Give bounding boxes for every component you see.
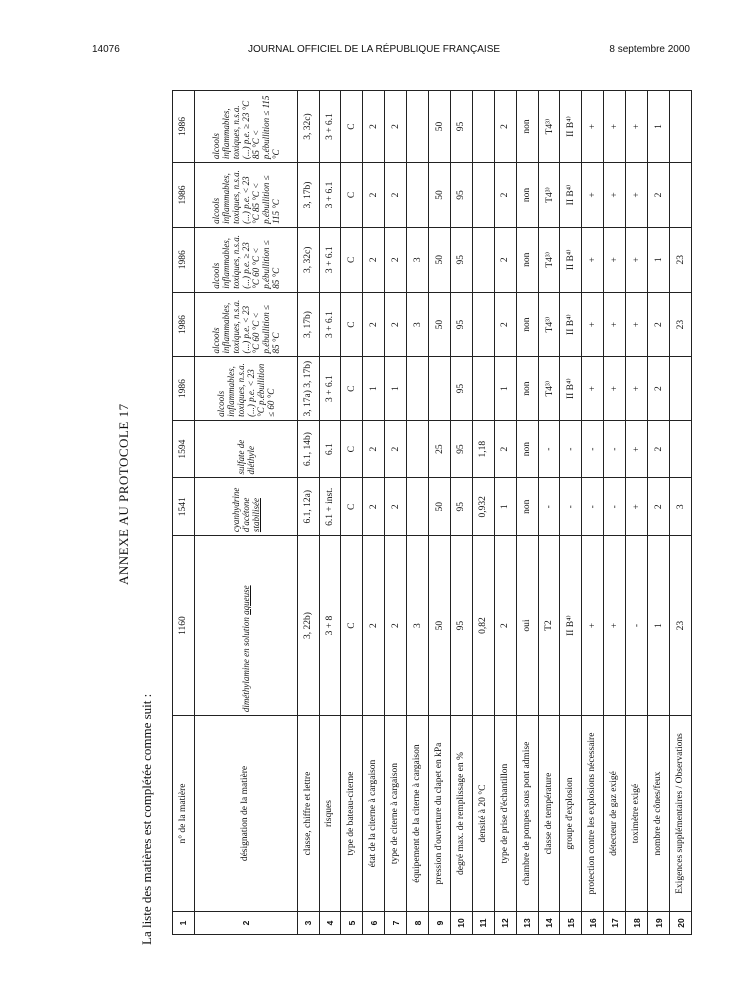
substance-designation — [194, 357, 297, 420]
cell-c12: 2 — [494, 163, 516, 228]
cell-c18: + — [626, 420, 648, 478]
cell-c20: 23 — [670, 227, 692, 292]
cell-c18: + — [626, 163, 648, 228]
column-header: désignation de la matière — [194, 716, 297, 912]
cell-c12: 1 — [494, 357, 516, 420]
cell-c19: 2 — [648, 420, 670, 478]
cell-c8 — [407, 163, 429, 228]
cell-c19: 2 — [648, 163, 670, 228]
column-header: n° de la matière — [173, 716, 195, 912]
cell-c1: 1986 — [173, 227, 195, 292]
cell-c8: 3 — [407, 292, 429, 357]
substance-designation — [194, 163, 297, 228]
column-number: 1 — [173, 911, 195, 934]
column-header: état de la citerne à cargaison — [363, 716, 385, 912]
cell-c13: non — [516, 163, 538, 228]
cell-c20 — [670, 357, 692, 420]
designation-qualifier: aqueuse — [240, 585, 251, 615]
substance-designation — [194, 91, 297, 163]
cell-c4: 6.1 + inst. — [319, 478, 341, 536]
table-row — [582, 91, 604, 935]
column-number: 17 — [604, 911, 626, 934]
cell-c8 — [407, 420, 429, 478]
cell-c14: - — [538, 420, 560, 478]
cell-c5: C — [341, 292, 363, 357]
cell-c4: 6.1 — [319, 420, 341, 478]
cell-c20: 3 — [670, 478, 692, 536]
cell-c6: 2 — [363, 420, 385, 478]
cell-c9: 50 — [429, 478, 451, 536]
cell-c8: 3 — [407, 536, 429, 716]
table-row — [429, 91, 451, 935]
cell-c17: - — [604, 478, 626, 536]
cell-c1: 1986 — [173, 357, 195, 420]
cell-c12: 2 — [494, 292, 516, 357]
column-header: degré max. de remplissage en % — [450, 716, 472, 912]
cell-c7: 2 — [385, 292, 407, 357]
column-number: 4 — [319, 911, 341, 934]
cell-c7: 2 — [385, 91, 407, 163]
column-number: 16 — [582, 911, 604, 934]
cell-c18: + — [626, 91, 648, 163]
column-header: groupe d'explosion — [560, 716, 582, 912]
cell-c20: 23 — [670, 536, 692, 716]
cell-c5: C — [341, 357, 363, 420]
cell-c5: C — [341, 478, 363, 536]
cell-c17: + — [604, 227, 626, 292]
cell-c17: + — [604, 536, 626, 716]
cell-c12: 2 — [494, 536, 516, 716]
cell-c20 — [670, 163, 692, 228]
cell-c4: 3 + 8 — [319, 536, 341, 716]
column-number: 7 — [385, 911, 407, 934]
column-header: type de prise d'échantillon — [494, 716, 516, 912]
cell-c17: - — [604, 420, 626, 478]
column-number: 10 — [450, 911, 472, 934]
cell-c18: + — [626, 292, 648, 357]
cell-c3: 6.1, 14b) — [297, 420, 319, 478]
cell-c15: - — [560, 420, 582, 478]
column-number: 13 — [516, 911, 538, 934]
table-row — [194, 91, 297, 935]
cell-c9 — [429, 357, 451, 420]
cell-c7: 2 — [385, 163, 407, 228]
cell-c15: II B⁴⁾ — [560, 357, 582, 420]
substance-designation — [194, 478, 297, 536]
column-header: densité à 20 °C — [472, 716, 494, 912]
table-row — [538, 91, 560, 935]
cell-c15: II B⁴⁾ — [560, 91, 582, 163]
cell-c4: 3 + 6.1 — [319, 163, 341, 228]
designation-text: alcools inflammables, toxiques, n.s.a. (...) p.e. < 23 °C 85 °C < p.ébullition ≤ 115 °C — [210, 170, 281, 224]
table-row — [407, 91, 429, 935]
designation-text: cyanhydrine d'acétone — [230, 487, 251, 533]
cell-c8 — [407, 357, 429, 420]
table-row — [341, 91, 363, 935]
column-number: 6 — [363, 911, 385, 934]
cell-c18: + — [626, 357, 648, 420]
cell-c10: 95 — [450, 536, 472, 716]
column-header: protection contre les explosions nécessaire — [582, 716, 604, 912]
cell-c1: 1541 — [173, 478, 195, 536]
cell-c1: 1160 — [173, 536, 195, 716]
cell-c16: + — [582, 91, 604, 163]
annex-table — [172, 90, 692, 935]
cell-c6: 2 — [363, 478, 385, 536]
cell-c15: II B⁴⁾ — [560, 536, 582, 716]
cell-c8 — [407, 91, 429, 163]
cell-c11: 0,82 — [472, 536, 494, 716]
column-header: classe, chiffre et lettre — [297, 716, 319, 912]
cell-c15: II B⁴⁾ — [560, 292, 582, 357]
table-row — [472, 91, 494, 935]
cell-c6: 2 — [363, 536, 385, 716]
table-row — [450, 91, 472, 935]
cell-c17: + — [604, 91, 626, 163]
cell-c7: 1 — [385, 357, 407, 420]
intro-text: La liste des matières est complétée comme suit : — [139, 693, 154, 945]
cell-c16: + — [582, 357, 604, 420]
designation-text: alcools inflammables, toxiques, n.s.a. (...) p.e. < 23 °C p.ébullition ≤ 60 °C — [215, 363, 276, 417]
cell-c10: 95 — [450, 357, 472, 420]
cell-c11: 1,18 — [472, 420, 494, 478]
column-number: 5 — [341, 911, 363, 934]
column-header: équipement de la citerne à cargaison — [407, 716, 429, 912]
cell-c15: - — [560, 478, 582, 536]
cell-c13: non — [516, 227, 538, 292]
cell-c12: 2 — [494, 420, 516, 478]
cell-c4: 3 + 6.1 — [319, 227, 341, 292]
cell-c11 — [472, 163, 494, 228]
cell-c12: 1 — [494, 478, 516, 536]
cell-c17: + — [604, 163, 626, 228]
cell-c6: 2 — [363, 292, 385, 357]
designation-qualifier: stabilisée — [250, 498, 261, 533]
designation-text: diméthylamine en solution — [240, 617, 251, 713]
journal-title: JOURNAL OFFICIEL DE LA RÉPUBLIQUE FRANÇAISE — [247, 44, 501, 55]
designation-text: sulfate de diéthyle — [235, 439, 256, 475]
cell-c7: 2 — [385, 478, 407, 536]
cell-c8 — [407, 478, 429, 536]
cell-c4: 3 + 6.1 — [319, 292, 341, 357]
cell-c7: 2 — [385, 536, 407, 716]
cell-c4: 3 + 6.1 — [319, 91, 341, 163]
cell-c3: 3, 22b) — [297, 536, 319, 716]
cell-c7: 2 — [385, 227, 407, 292]
column-header: détecteur de gaz exigé — [604, 716, 626, 912]
column-number: 20 — [670, 911, 692, 934]
cell-c5: C — [341, 163, 363, 228]
cell-c5: C — [341, 420, 363, 478]
cell-c11: 0,932 — [472, 478, 494, 536]
cell-c11 — [472, 357, 494, 420]
cell-c16: + — [582, 292, 604, 357]
cell-c15: II B⁴⁾ — [560, 227, 582, 292]
cell-c14: - — [538, 478, 560, 536]
cell-c6: 2 — [363, 163, 385, 228]
cell-c14: T4³⁾ — [538, 91, 560, 163]
cell-c13: non — [516, 91, 538, 163]
column-header: Exigences supplémentaires / Observations — [670, 716, 692, 912]
table-row — [560, 91, 582, 935]
cell-c3: 6.1, 12a) — [297, 478, 319, 536]
cell-c14: T2 — [538, 536, 560, 716]
column-header: chambre de pompes sous pont admise — [516, 716, 538, 912]
column-number: 8 — [407, 911, 429, 934]
cell-c17: + — [604, 357, 626, 420]
table-row — [173, 91, 195, 935]
cell-c7: 2 — [385, 420, 407, 478]
column-number: 3 — [297, 911, 319, 934]
designation-text: alcools inflammables, toxiques, n.s.a. (...) p.e. ≥ 23 °C 60 °C < p.ébullition ≤ 85 °C — [210, 234, 281, 289]
cell-c9: 50 — [429, 292, 451, 357]
cell-c1: 1986 — [173, 163, 195, 228]
column-number: 19 — [648, 911, 670, 934]
cell-c17: + — [604, 292, 626, 357]
cell-c20: 23 — [670, 292, 692, 357]
page-number: 14076 — [92, 44, 120, 55]
cell-c9: 25 — [429, 420, 451, 478]
table-row — [626, 91, 648, 935]
cell-c13: non — [516, 478, 538, 536]
cell-c3: 3, 32c) — [297, 227, 319, 292]
cell-c13: non — [516, 357, 538, 420]
cell-c3: 3, 32c) — [297, 91, 319, 163]
cell-c16: - — [582, 420, 604, 478]
cell-c16: + — [582, 163, 604, 228]
designation-text: alcools inflammables, toxiques, n.s.a. (...) p.e. < 23 °C 60 °C < p.ébullition ≤ 85 °C — [210, 299, 281, 354]
column-number: 15 — [560, 911, 582, 934]
cell-c19: 1 — [648, 227, 670, 292]
column-number: 14 — [538, 911, 560, 934]
publication-date: 8 septembre 2000 — [609, 44, 690, 55]
cell-c6: 2 — [363, 227, 385, 292]
cell-c10: 95 — [450, 420, 472, 478]
cell-c18: + — [626, 227, 648, 292]
cell-c5: C — [341, 227, 363, 292]
table-row — [516, 91, 538, 935]
cell-c16: - — [582, 478, 604, 536]
table-row — [363, 91, 385, 935]
table-row — [319, 91, 341, 935]
table-row — [670, 91, 692, 935]
column-header: type de bateau-citerne — [341, 716, 363, 912]
column-number: 9 — [429, 911, 451, 934]
cell-c8: 3 — [407, 227, 429, 292]
cell-c11 — [472, 227, 494, 292]
cell-c10: 95 — [450, 292, 472, 357]
table-row — [385, 91, 407, 935]
cell-c10: 95 — [450, 227, 472, 292]
cell-c3: 3, 17a) 3, 17b) — [297, 357, 319, 420]
table-row — [297, 91, 319, 935]
cell-c14: T4³⁾ — [538, 357, 560, 420]
cell-c12: 2 — [494, 91, 516, 163]
column-header: classe de température — [538, 716, 560, 912]
cell-c5: C — [341, 536, 363, 716]
column-number: 11 — [472, 911, 494, 934]
column-number: 18 — [626, 911, 648, 934]
cell-c12: 2 — [494, 227, 516, 292]
designation-text: alcools inflammables, toxiques, n.s.a. (...) p.e. ≥ 23 °C 85 °C < p.ébullition ≤ 115 °C — [210, 95, 281, 160]
cell-c13: non — [516, 292, 538, 357]
cell-c19: 2 — [648, 292, 670, 357]
substance-designation — [194, 227, 297, 292]
cell-c11 — [472, 91, 494, 163]
cell-c6: 2 — [363, 91, 385, 163]
cell-c13: non — [516, 420, 538, 478]
cell-c14: T4³⁾ — [538, 227, 560, 292]
cell-c19: 1 — [648, 91, 670, 163]
cell-c6: 1 — [363, 357, 385, 420]
column-header: toximètre exigé — [626, 716, 648, 912]
cell-c9: 50 — [429, 536, 451, 716]
cell-c9: 50 — [429, 163, 451, 228]
cell-c1: 1986 — [173, 91, 195, 163]
cell-c10: 95 — [450, 478, 472, 536]
cell-c9: 50 — [429, 227, 451, 292]
substance-designation — [194, 292, 297, 357]
cell-c3: 3, 17b) — [297, 292, 319, 357]
cell-c18: - — [626, 536, 648, 716]
cell-c20 — [670, 91, 692, 163]
cell-c11 — [472, 292, 494, 357]
substance-designation — [194, 536, 297, 716]
cell-c16: + — [582, 227, 604, 292]
cell-c1: 1986 — [173, 292, 195, 357]
table-row — [494, 91, 516, 935]
cell-c19: 2 — [648, 357, 670, 420]
cell-c1: 1594 — [173, 420, 195, 478]
cell-c14: T4³⁾ — [538, 163, 560, 228]
annex-title: ANNEXE AU PROTOCOLE 17 — [116, 403, 131, 585]
cell-c13: oui — [516, 536, 538, 716]
cell-c20 — [670, 420, 692, 478]
cell-c19: 2 — [648, 478, 670, 536]
cell-c9: 50 — [429, 91, 451, 163]
column-header: risques — [319, 716, 341, 912]
cell-c5: C — [341, 91, 363, 163]
column-header: nombre de cônes/feux — [648, 716, 670, 912]
cell-c3: 3, 17b) — [297, 163, 319, 228]
cell-c18: + — [626, 478, 648, 536]
cell-c14: T4³⁾ — [538, 292, 560, 357]
table-row — [604, 91, 626, 935]
cell-c19: 1 — [648, 536, 670, 716]
cell-c10: 95 — [450, 91, 472, 163]
cell-c10: 95 — [450, 163, 472, 228]
column-number: 2 — [194, 911, 297, 934]
annex-table-container — [172, 90, 692, 935]
column-number: 12 — [494, 911, 516, 934]
substance-designation — [194, 420, 297, 478]
column-header: type de citerne à cargaison — [385, 716, 407, 912]
column-header: pression d'ouverture du clapet en kPa — [429, 716, 451, 912]
cell-c4: 3 + 6.1 — [319, 357, 341, 420]
cell-c16: + — [582, 536, 604, 716]
cell-c15: II B⁴⁾ — [560, 163, 582, 228]
table-row — [648, 91, 670, 935]
